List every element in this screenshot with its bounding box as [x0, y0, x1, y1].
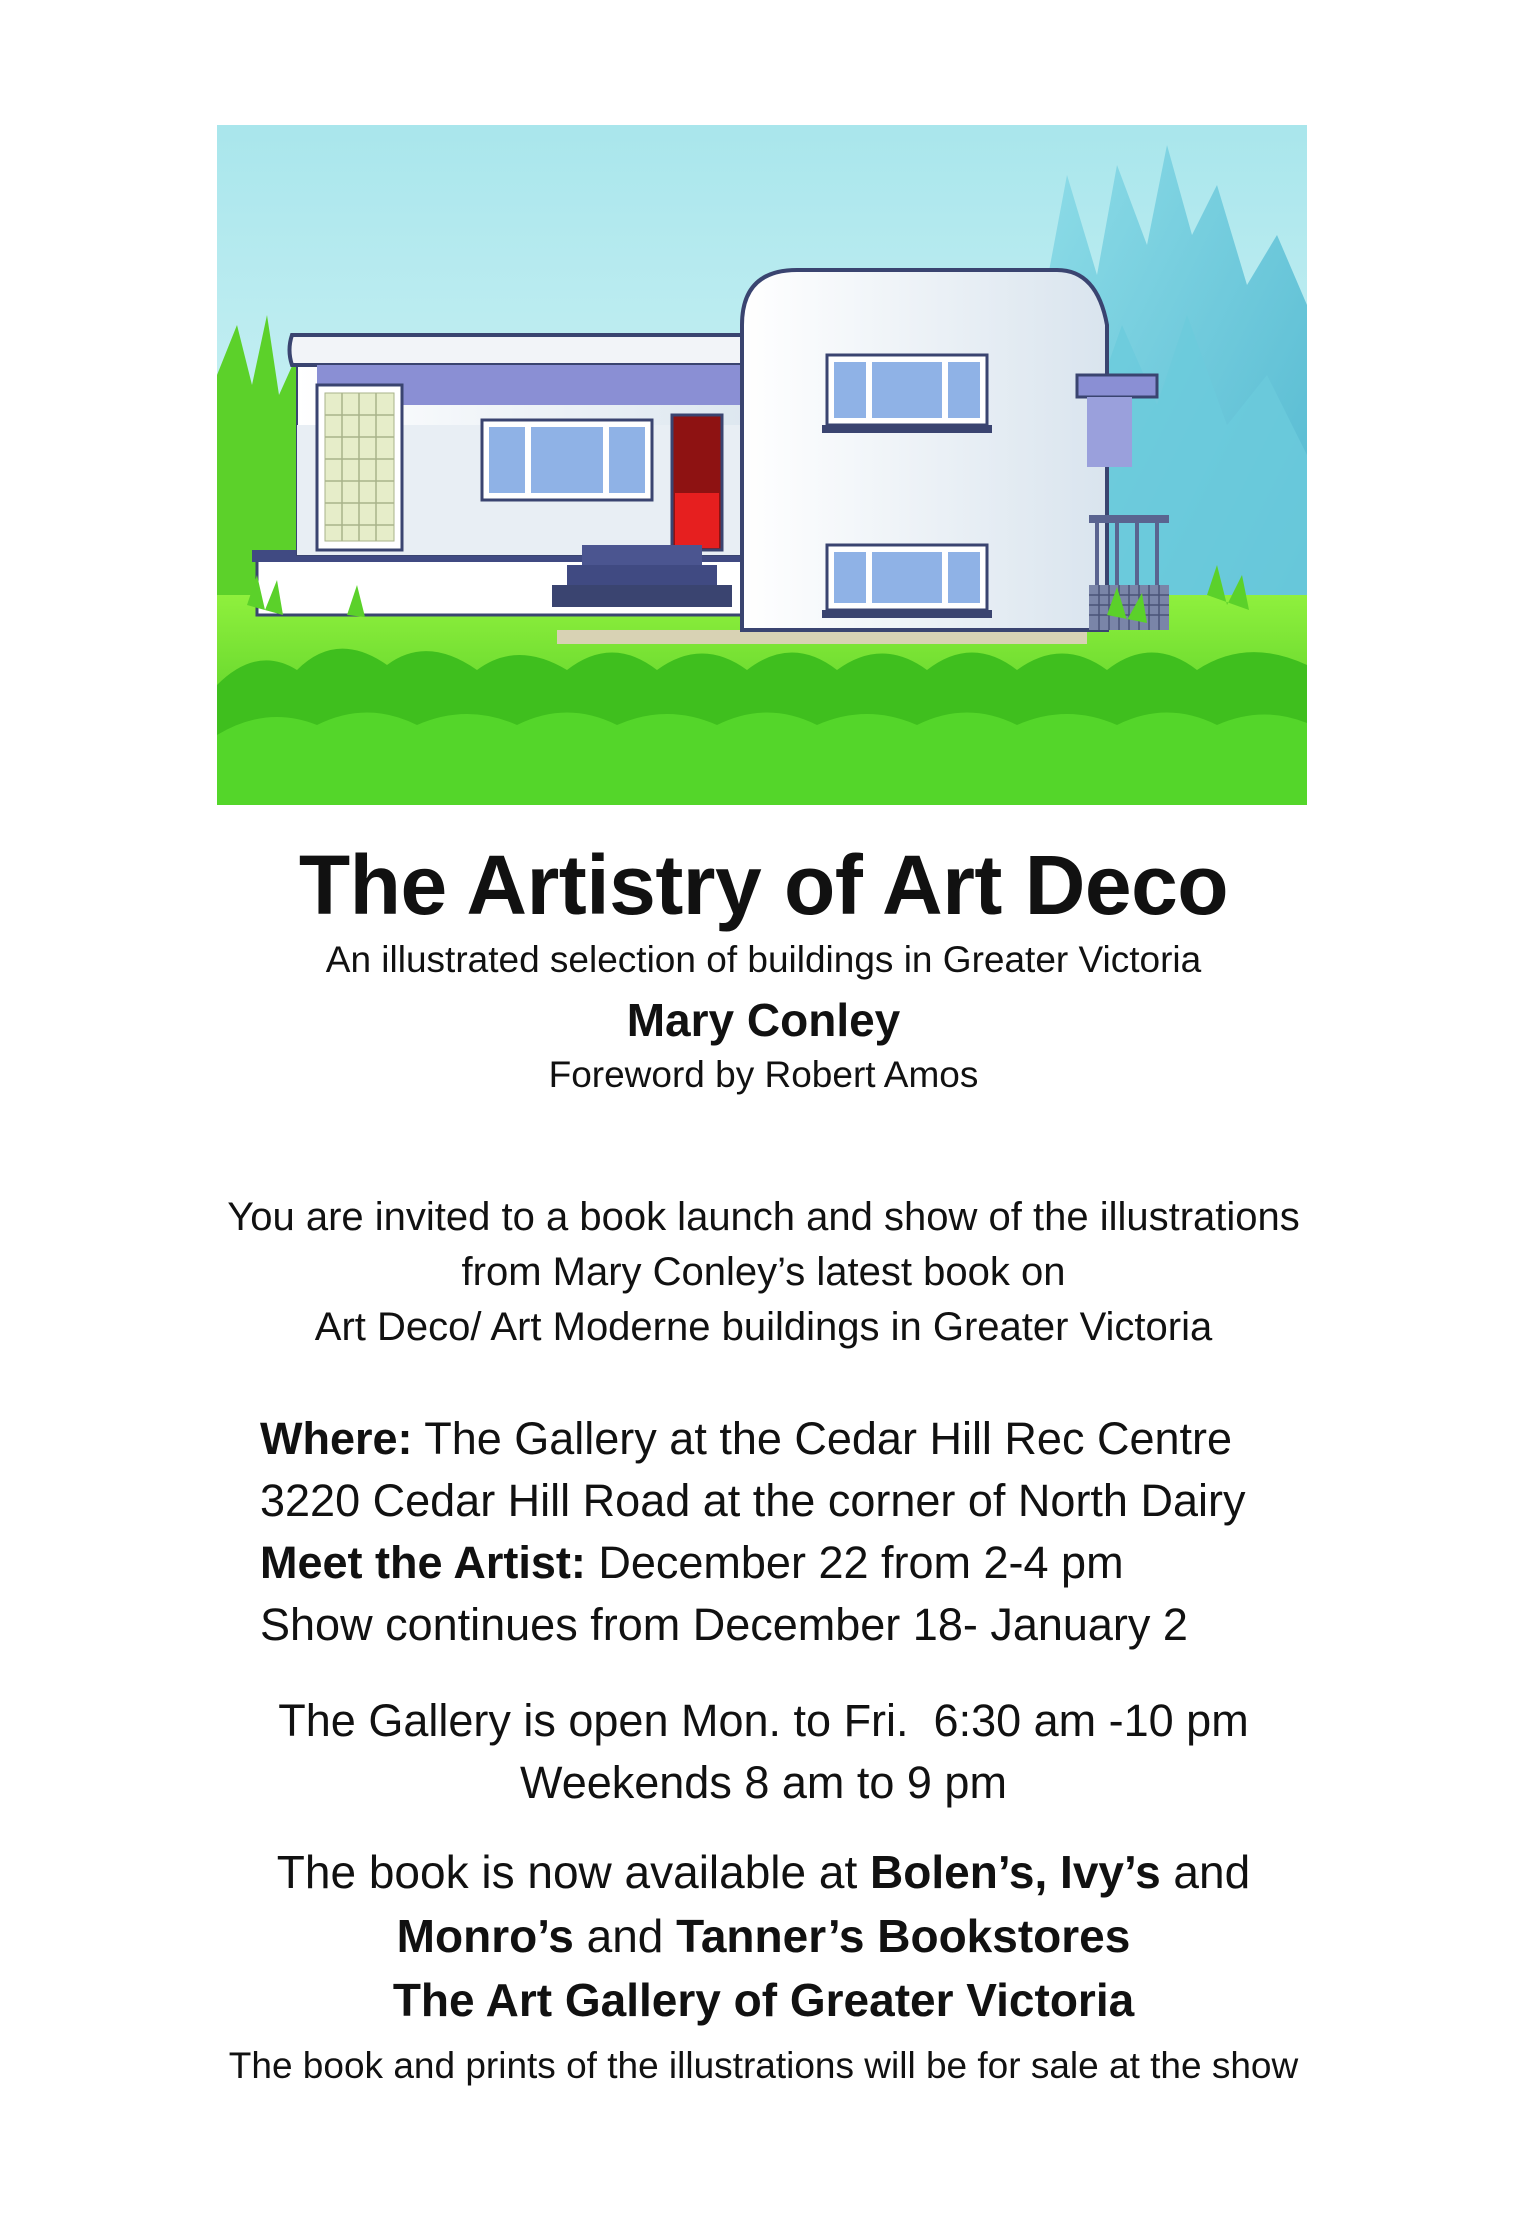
availability-and-2: and [573, 1910, 677, 1962]
availability-and-1: and [1160, 1846, 1251, 1898]
event-details [260, 1408, 1410, 1656]
book-author: Mary Conley [626, 994, 901, 1046]
invitation-line-1: You are invited to a book launch and show of the illustrations [227, 1195, 1300, 1239]
meet-artist-value: December 22 from 2-4 pm [585, 1537, 1124, 1588]
availability [0, 1840, 1527, 2032]
sale-note: The book and prints of the illustrations will be for sale at the show [228, 2045, 1299, 2086]
gallery-hours [0, 1690, 1527, 1814]
art-deco-house-illustration [217, 125, 1307, 805]
store-bolens-ivys: Bolen’s, Ivy’s [870, 1846, 1161, 1898]
where-value: The Gallery at the Cedar Hill Rec Centre [412, 1413, 1233, 1464]
availability-intro: The book is now available at [276, 1846, 871, 1898]
invitation-line-2: from Mary Conley’s latest book on [461, 1250, 1066, 1294]
book-title: The Artistry of Art Deco [298, 838, 1229, 932]
address-line: 3220 Cedar Hill Road at the corner of North Dairy [260, 1475, 1246, 1526]
meet-artist-label: Meet the Artist: [260, 1537, 586, 1588]
book-foreword: Foreword by Robert Amos [548, 1054, 979, 1095]
store-tanners: Tanner’s Bookstores [676, 1910, 1131, 1962]
weekday-hours: The Gallery is open Mon. to Fri. 6:30 am -10 pm [278, 1695, 1249, 1746]
show-dates-line: Show continues from December 18- January 2 [260, 1599, 1188, 1650]
where-line [260, 1408, 1410, 1470]
availability-line-1 [0, 1840, 1527, 1904]
weekend-hours: Weekends 8 am to 9 pm [520, 1757, 1007, 1808]
meet-artist-line [260, 1532, 1410, 1594]
store-monros: Monro’s [396, 1910, 574, 1962]
invitation-line-3: Art Deco/ Art Moderne buildings in Greater Victoria [314, 1305, 1213, 1349]
availability-line-2 [0, 1904, 1527, 1968]
book-subtitle: An illustrated selection of buildings in Greater Victoria [325, 939, 1202, 980]
where-label: Where: [260, 1413, 413, 1464]
art-gallery-name: The Art Gallery of Greater Victoria [392, 1974, 1135, 2026]
availability-line-3 [0, 1968, 1527, 2032]
invitation-text [0, 1190, 1527, 1355]
